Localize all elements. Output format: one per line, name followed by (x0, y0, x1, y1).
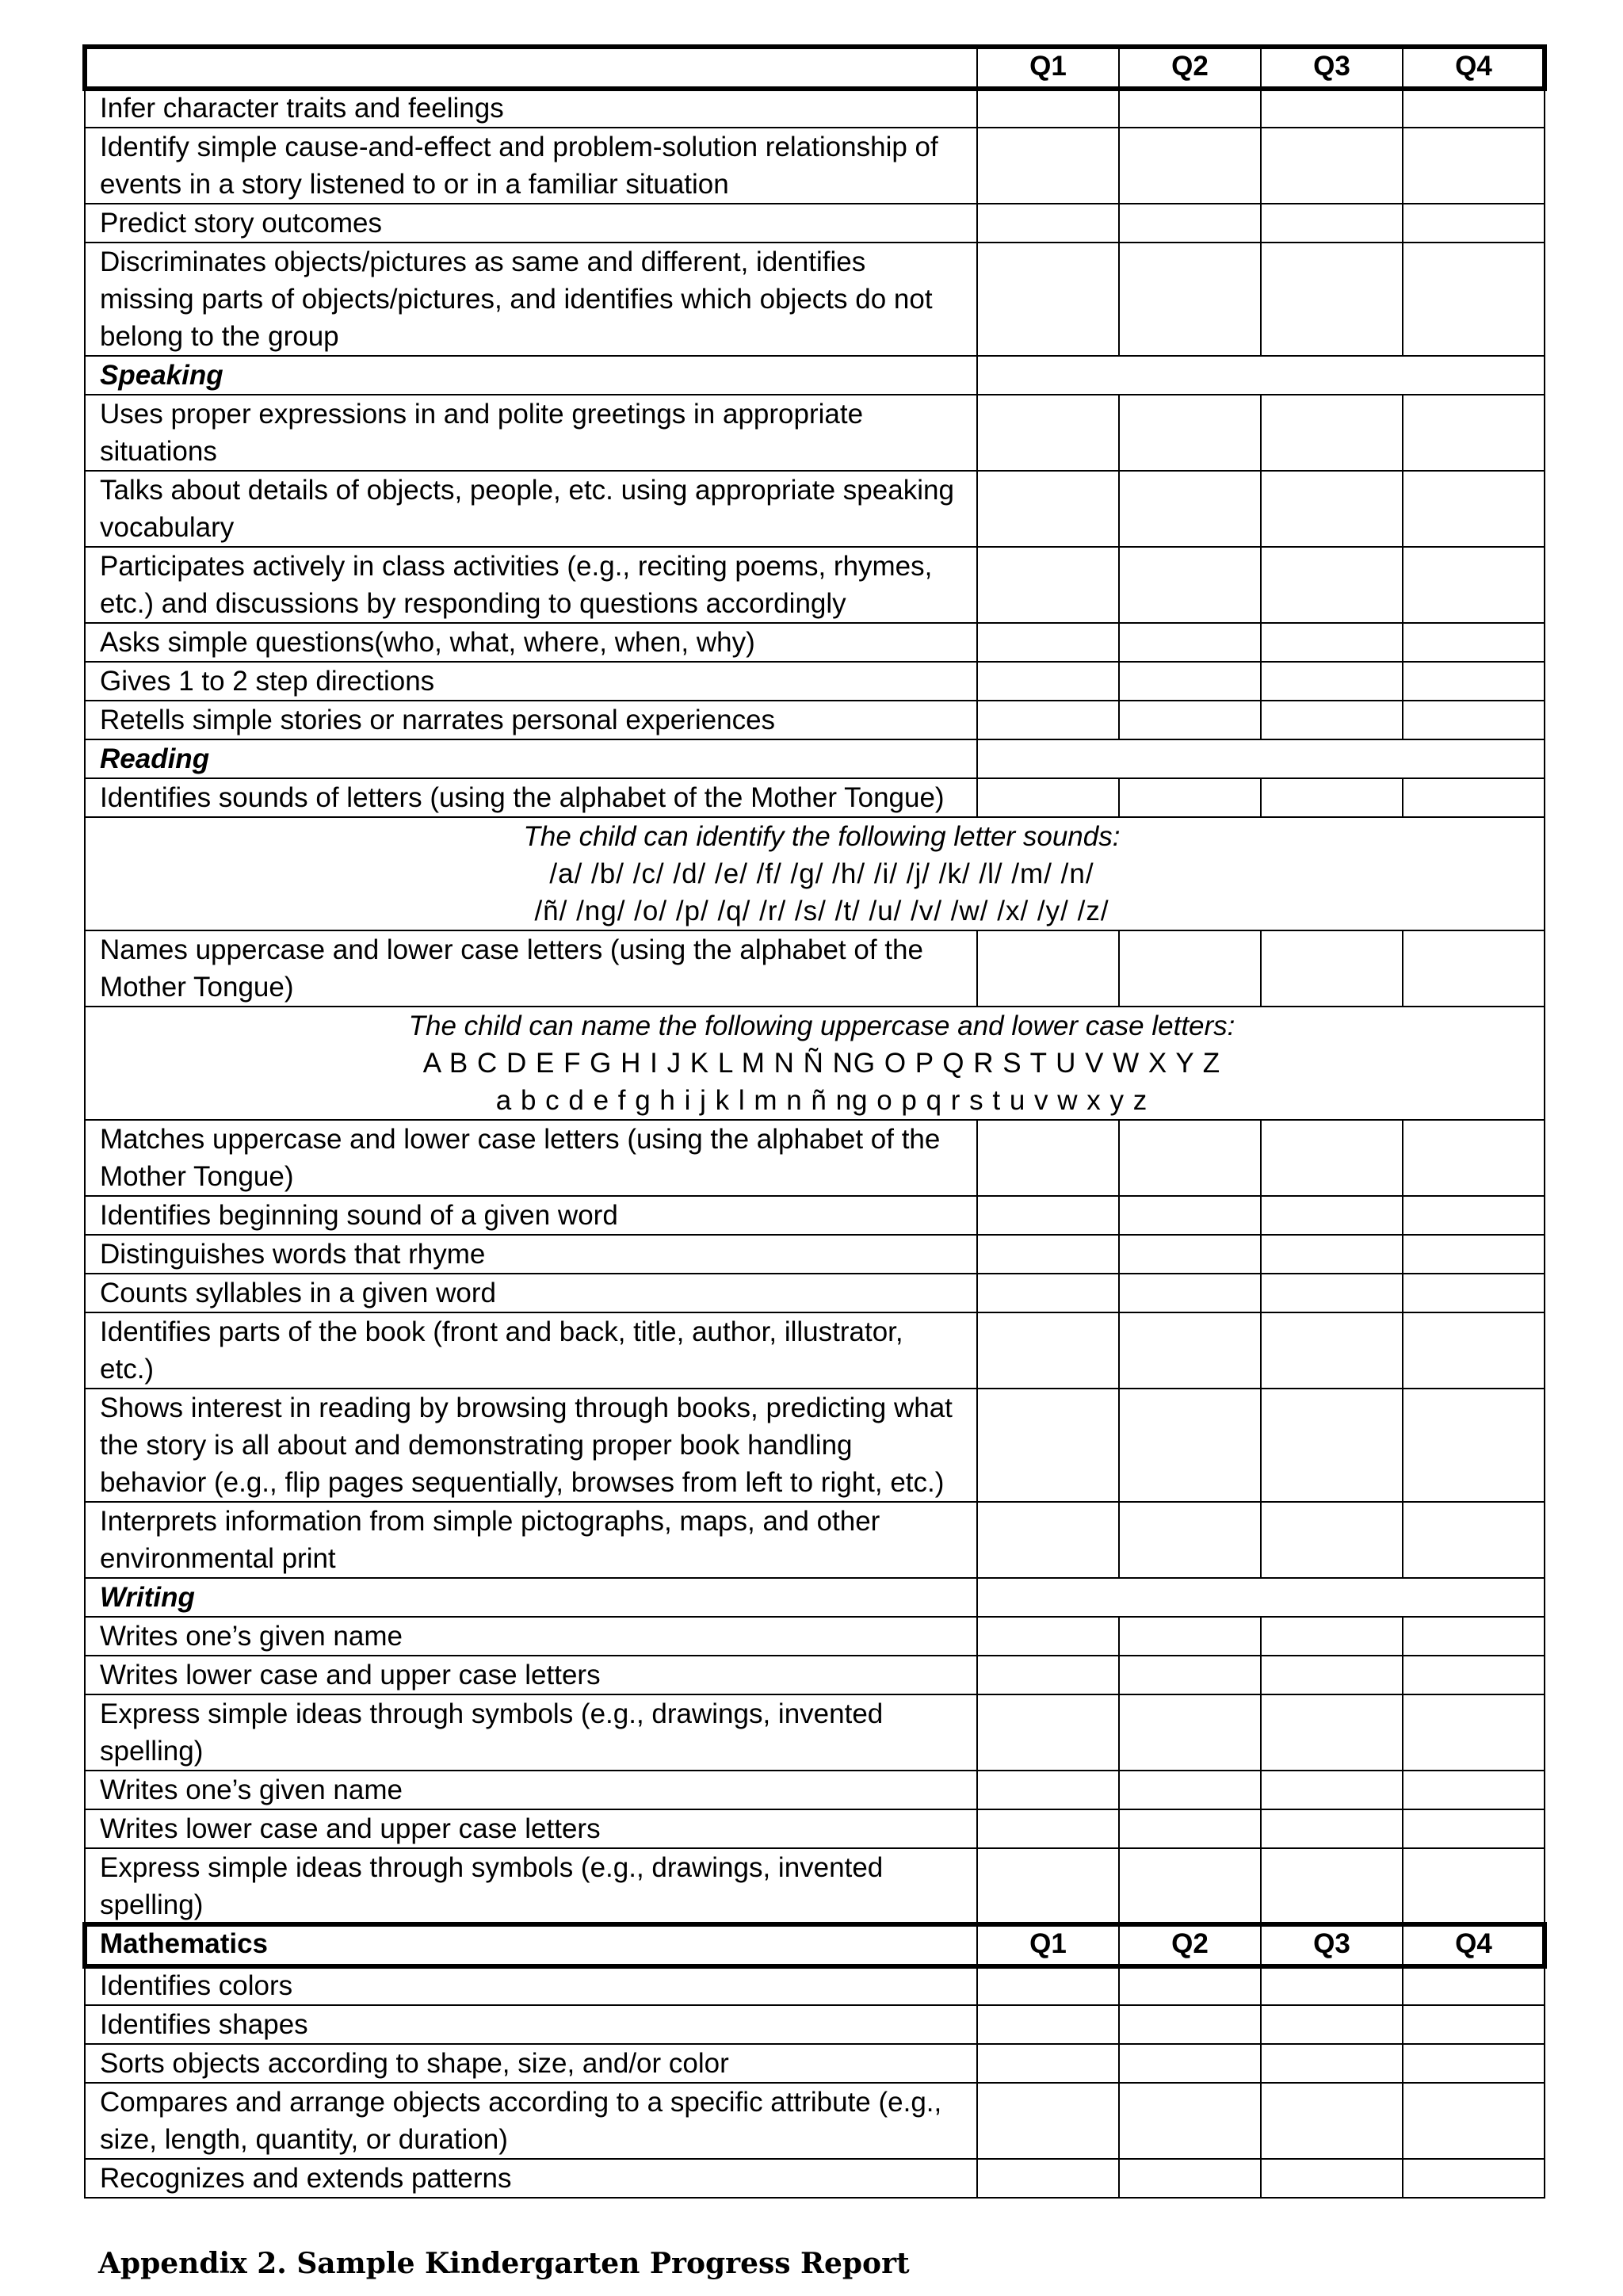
grade-cell-q4[interactable] (1403, 1809, 1545, 1848)
table-row (85, 204, 1545, 243)
row-text-line: Identifies colors (100, 1970, 293, 2001)
grade-cell-q2[interactable] (1119, 2005, 1261, 2044)
grade-cell-q2[interactable] (1119, 395, 1261, 471)
grade-cell-q3[interactable] (1261, 204, 1403, 243)
row-text-line: Predict story outcomes (100, 208, 382, 239)
grade-cell-q1[interactable] (977, 1656, 1119, 1694)
letter-list-line: /a/ /b/ /c/ /d/ /e/ /f/ /g/ /h/ /i/ /j/ /k/ /l/ /m/ /n/ (549, 858, 1094, 889)
section-heading-row (85, 356, 1545, 395)
grade-cell-q1[interactable] (977, 204, 1119, 243)
row-text-line: spelling) (100, 1889, 204, 1920)
row-text-line: Mathematics (100, 1928, 269, 1959)
letter-list-title: The child can name the following uppercase and lower case letters: (408, 1010, 1235, 1041)
letter-list-line: A B C D E F G H I J K L M N Ñ NG O P Q R S T U V W X Y Z (422, 1048, 1221, 1079)
grade-cell-q3[interactable] (1261, 1617, 1403, 1656)
row-text-line: Mother Tongue) (100, 1161, 294, 1192)
progress-report-table (84, 46, 1545, 2199)
row-text-line: Talks about details of objects, people, etc. using appropriate speaking (100, 475, 954, 506)
grade-cell-q4[interactable] (1403, 2083, 1545, 2159)
grade-cell-q4[interactable] (1403, 128, 1545, 204)
table-row (85, 2159, 1545, 2198)
grade-cell-q3[interactable] (1261, 2044, 1403, 2083)
table-row (85, 1312, 1545, 1389)
grade-cell-q1[interactable] (977, 1120, 1119, 1196)
row-text-line: Retells simple stories or narrates personal experiences (100, 705, 776, 735)
grade-cell-q3[interactable] (1261, 662, 1403, 701)
grade-cell-q2[interactable] (1119, 547, 1261, 623)
row-text-line: Uses proper expressions in and polite greetings in appropriate (100, 399, 864, 430)
grade-cell-q1[interactable] (977, 930, 1119, 1007)
table-row (85, 1656, 1545, 1694)
grade-cell-q2[interactable] (1119, 1389, 1261, 1502)
grade-cell-q2[interactable] (1119, 1771, 1261, 1809)
row-text-line: situations (100, 436, 217, 467)
letter-list-title: The child can identify the following letter sounds: (523, 821, 1121, 852)
competency-description (85, 1694, 977, 1771)
competency-description (85, 2159, 977, 2198)
grade-cell-q4[interactable] (1403, 547, 1545, 623)
grade-cell-q1[interactable] (977, 1848, 1119, 1924)
table-row (85, 1694, 1545, 1771)
grade-cell-q4[interactable] (1403, 701, 1545, 739)
grade-cell-q1[interactable] (977, 89, 1119, 128)
grade-cell-q3[interactable] (1261, 1120, 1403, 1196)
grade-cell-q3[interactable] (1261, 1389, 1403, 1502)
grade-cell-q3[interactable] (1261, 2083, 1403, 2159)
grade-cell-q3[interactable] (1261, 701, 1403, 739)
grade-cell-q3[interactable] (1261, 1502, 1403, 1578)
row-text-line: Writes one’s given name (100, 1775, 403, 1805)
row-text-line: size, length, quantity, or duration) (100, 2124, 508, 2155)
competency-description (85, 2005, 977, 2044)
table-row (85, 1196, 1545, 1235)
section-blank-cell (977, 1578, 1545, 1617)
row-text-line: Writes lower case and upper case letters (100, 1660, 601, 1690)
appendix-caption: Appendix 2. Sample Kindergarten Progress Report (98, 2247, 910, 2280)
grade-cell-q1[interactable] (977, 2005, 1119, 2044)
subject-header-row (85, 1924, 1545, 1966)
row-text-line: Distinguishes words that rhyme (100, 1239, 486, 1270)
row-text-line: Speaking (100, 360, 223, 391)
table-row (85, 547, 1545, 623)
grade-cell-q3[interactable] (1261, 930, 1403, 1007)
grade-cell-q3[interactable] (1261, 1235, 1403, 1274)
competency-description (85, 471, 977, 547)
grade-cell-q1[interactable] (977, 243, 1119, 356)
grade-cell-q1[interactable] (977, 128, 1119, 204)
grade-cell-q4[interactable] (1403, 1274, 1545, 1312)
section-heading-row (85, 739, 1545, 778)
grade-cell-q2[interactable] (1119, 1694, 1261, 1771)
grade-cell-q4[interactable] (1403, 1196, 1545, 1235)
grade-cell-q4[interactable] (1403, 1694, 1545, 1771)
grade-cell-q2[interactable] (1119, 662, 1261, 701)
grade-cell-q4[interactable] (1403, 1235, 1545, 1274)
section-blank-cell (977, 356, 1545, 395)
grade-cell-q3[interactable] (1261, 547, 1403, 623)
row-text-line: Identify simple cause-and-effect and problem-solution relationship of (100, 132, 938, 162)
grade-cell-q4[interactable] (1403, 1966, 1545, 2005)
competency-description (85, 1809, 977, 1848)
row-text-line: Identifies parts of the book (front and back, title, author, illustrator, (100, 1316, 903, 1347)
grade-cell-q3[interactable] (1261, 1694, 1403, 1771)
section-heading (85, 1578, 977, 1617)
row-text-line: environmental print (100, 1543, 336, 1574)
competency-description (85, 395, 977, 471)
competency-description (85, 204, 977, 243)
grade-cell-q2[interactable] (1119, 2083, 1261, 2159)
table-row (85, 89, 1545, 128)
row-text-line: Writes lower case and upper case letters (100, 1813, 601, 1844)
grade-cell-q1[interactable] (977, 1617, 1119, 1656)
subject-header-title (85, 1924, 977, 1966)
table-row (85, 701, 1545, 739)
table-row (85, 662, 1545, 701)
grade-cell-q3[interactable] (1261, 778, 1403, 817)
competency-description (85, 547, 977, 623)
table-row (85, 2044, 1545, 2083)
grade-cell-q3[interactable] (1261, 1312, 1403, 1389)
grade-cell-q1[interactable] (977, 2044, 1119, 2083)
competency-description (85, 2044, 977, 2083)
grade-cell-q4[interactable] (1403, 1617, 1545, 1656)
grade-cell-q1[interactable] (977, 1966, 1119, 2005)
competency-description (85, 2083, 977, 2159)
competency-description (85, 1656, 977, 1694)
grade-cell-q1[interactable] (977, 662, 1119, 701)
grade-cell-q4[interactable] (1403, 89, 1545, 128)
grade-cell-q1[interactable] (977, 1809, 1119, 1848)
row-text-line: Identifies shapes (100, 2009, 308, 2040)
grade-cell-q1[interactable] (977, 395, 1119, 471)
grade-cell-q4[interactable] (1403, 1312, 1545, 1389)
row-text-line: etc.) (100, 1354, 155, 1385)
grade-cell-q3[interactable] (1261, 395, 1403, 471)
grade-cell-q3[interactable] (1261, 2005, 1403, 2044)
competency-description (85, 1502, 977, 1578)
competency-description (85, 701, 977, 739)
letter-list-line: /ñ/ /ng/ /o/ /p/ /q/ /r/ /s/ /t/ /u/ /v/ /w/ /x/ /y/ /z/ (534, 896, 1109, 926)
table-row (85, 1235, 1545, 1274)
row-text-line: spelling) (100, 1736, 204, 1767)
grade-cell-q1[interactable] (977, 1312, 1119, 1389)
grade-cell-q4[interactable] (1403, 2005, 1545, 2044)
grade-cell-q2[interactable] (1119, 204, 1261, 243)
table-row (85, 2083, 1545, 2159)
row-text-line: Sorts objects according to shape, size, and/or color (100, 2048, 729, 2079)
row-text-line: the story is all about and demonstrating proper book handling (100, 1430, 853, 1461)
grade-cell-q2[interactable] (1119, 1656, 1261, 1694)
letter-list-row (85, 1007, 1545, 1120)
competency-description (85, 1771, 977, 1809)
row-text-line: Recognizes and extends patterns (100, 2163, 512, 2194)
row-text-line: Reading (100, 743, 210, 774)
grade-cell-q2[interactable] (1119, 930, 1261, 1007)
grade-cell-q1[interactable] (977, 1196, 1119, 1235)
grade-cell-q3[interactable] (1261, 1848, 1403, 1924)
competency-description (85, 89, 977, 128)
row-text-line: Mother Tongue) (100, 972, 294, 1003)
row-text-line: Express simple ideas through symbols (e.g., drawings, invented (100, 1698, 884, 1729)
header-q4: Q4 (1403, 47, 1545, 89)
grade-cell-q4[interactable] (1403, 1848, 1545, 1924)
header-q2: Q2 (1119, 47, 1261, 89)
table-row (85, 778, 1545, 817)
grade-cell-q3[interactable] (1261, 2159, 1403, 2198)
competency-description (85, 1389, 977, 1502)
grade-cell-q2[interactable] (1119, 89, 1261, 128)
row-text-line: missing parts of objects/pictures, and identifies which objects do not (100, 284, 933, 315)
table-row (85, 1617, 1545, 1656)
row-text-line: Shows interest in reading by browsing through books, predicting what (100, 1392, 953, 1423)
row-text-line: Names uppercase and lower case letters (using the alphabet of the (100, 934, 923, 965)
grade-cell-q3[interactable] (1261, 471, 1403, 547)
competency-description (85, 1617, 977, 1656)
competency-description (85, 1966, 977, 2005)
grade-cell-q2[interactable] (1119, 778, 1261, 817)
grade-cell-q2[interactable] (1119, 1274, 1261, 1312)
row-text-line: Writes one’s given name (100, 1621, 403, 1652)
grade-cell-q1[interactable] (977, 2159, 1119, 2198)
competency-description (85, 1312, 977, 1389)
grade-cell-q4[interactable] (1403, 471, 1545, 547)
row-text-line: etc.) and discussions by responding to questions accordingly (100, 588, 846, 619)
grade-cell-q1[interactable] (977, 778, 1119, 817)
grade-cell-q4[interactable] (1403, 243, 1545, 356)
table-row (85, 243, 1545, 356)
letter-list-line: a b c d e f g h i j k l m n ñ ng o p q r s t u v w x y z (495, 1085, 1148, 1116)
table-row (85, 128, 1545, 204)
grade-cell-q1[interactable] (977, 701, 1119, 739)
row-text-line: Discriminates objects/pictures as same and different, identifies (100, 246, 866, 277)
grade-cell-q3[interactable] (1261, 1274, 1403, 1312)
row-text-line: vocabulary (100, 512, 235, 543)
grade-cell-q2[interactable] (1119, 623, 1261, 662)
grade-cell-q3[interactable] (1261, 1809, 1403, 1848)
grade-cell-q4[interactable] (1403, 1502, 1545, 1578)
table-row (85, 1848, 1545, 1924)
row-text-line: Identifies sounds of letters (using the alphabet of the Mother Tongue) (100, 782, 945, 813)
grade-cell-q1[interactable] (977, 1235, 1119, 1274)
grade-cell-q3[interactable] (1261, 1196, 1403, 1235)
grade-cell-q1[interactable] (977, 1502, 1119, 1578)
section-heading-row (85, 1578, 1545, 1617)
grade-cell-q2[interactable] (1119, 1617, 1261, 1656)
letter-list-cell (85, 1007, 1545, 1120)
table-row (85, 1809, 1545, 1848)
row-text-line: events in a story listened to or in a familiar situation (100, 169, 729, 200)
grade-cell-q2[interactable] (1119, 1848, 1261, 1924)
grade-cell-q1[interactable] (977, 1771, 1119, 1809)
grade-cell-q1[interactable] (977, 623, 1119, 662)
row-text-line: Counts syllables in a given word (100, 1278, 496, 1308)
table-row (85, 1274, 1545, 1312)
table-row (85, 1502, 1545, 1578)
grade-cell-q3[interactable] (1261, 89, 1403, 128)
competency-description (85, 930, 977, 1007)
grade-cell-q1[interactable] (977, 1274, 1119, 1312)
grade-cell-q4[interactable] (1403, 395, 1545, 471)
header-q2: Q2 (1119, 1924, 1261, 1966)
competency-description (85, 1848, 977, 1924)
table-row (85, 1966, 1545, 2005)
table-row (85, 1120, 1545, 1196)
grade-cell-q2[interactable] (1119, 2159, 1261, 2198)
grade-cell-q4[interactable] (1403, 1120, 1545, 1196)
competency-description (85, 778, 977, 817)
grade-cell-q1[interactable] (977, 1389, 1119, 1502)
grade-cell-q4[interactable] (1403, 662, 1545, 701)
grade-cell-q2[interactable] (1119, 1312, 1261, 1389)
table-row (85, 930, 1545, 1007)
grade-cell-q2[interactable] (1119, 471, 1261, 547)
grade-cell-q1[interactable] (977, 1694, 1119, 1771)
competency-description (85, 1274, 977, 1312)
grade-cell-q1[interactable] (977, 2083, 1119, 2159)
grade-cell-q2[interactable] (1119, 128, 1261, 204)
row-text-line: Writing (100, 1582, 195, 1613)
row-text-line: behavior (e.g., flip pages sequentially, browses from left to right, etc.) (100, 1467, 945, 1498)
grade-cell-q4[interactable] (1403, 930, 1545, 1007)
section-heading (85, 356, 977, 395)
row-text-line: Identifies beginning sound of a given word (100, 1200, 618, 1231)
competency-description (85, 623, 977, 662)
table-header-row (85, 47, 1545, 89)
grade-cell-q4[interactable] (1403, 1656, 1545, 1694)
grade-cell-q2[interactable] (1119, 701, 1261, 739)
grade-cell-q2[interactable] (1119, 1809, 1261, 1848)
table-row (85, 1771, 1545, 1809)
grade-cell-q3[interactable] (1261, 1966, 1403, 2005)
grade-cell-q3[interactable] (1261, 623, 1403, 662)
table-row (85, 471, 1545, 547)
grade-cell-q3[interactable] (1261, 243, 1403, 356)
competency-description (85, 1196, 977, 1235)
grade-cell-q4[interactable] (1403, 1771, 1545, 1809)
competency-description (85, 128, 977, 204)
row-text-line: Participates actively in class activities (e.g., reciting poems, rhymes, (100, 551, 933, 582)
header-q3: Q3 (1261, 1924, 1403, 1966)
grade-cell-q2[interactable] (1119, 2044, 1261, 2083)
row-text-line: Interprets information from simple pictographs, maps, and other (100, 1506, 880, 1537)
grade-cell-q1[interactable] (977, 547, 1119, 623)
table-row (85, 623, 1545, 662)
row-text-line: Matches uppercase and lower case letters (using the alphabet of the (100, 1124, 941, 1155)
competency-description (85, 243, 977, 356)
header-blank-cell (85, 47, 977, 89)
letter-list-cell (85, 817, 1545, 930)
grade-cell-q3[interactable] (1261, 1771, 1403, 1809)
grade-cell-q4[interactable] (1403, 204, 1545, 243)
grade-cell-q2[interactable] (1119, 1120, 1261, 1196)
header-q1: Q1 (977, 1924, 1119, 1966)
header-q3: Q3 (1261, 47, 1403, 89)
grade-cell-q4[interactable] (1403, 623, 1545, 662)
header-q4: Q4 (1403, 1924, 1545, 1966)
table-row (85, 1389, 1545, 1502)
grade-cell-q4[interactable] (1403, 1389, 1545, 1502)
row-text-line: Asks simple questions(who, what, where, when, why) (100, 627, 755, 658)
grade-cell-q2[interactable] (1119, 1966, 1261, 2005)
row-text-line: Express simple ideas through symbols (e.g., drawings, invented (100, 1852, 884, 1883)
competency-description (85, 662, 977, 701)
grade-cell-q3[interactable] (1261, 128, 1403, 204)
table-row (85, 2005, 1545, 2044)
section-blank-cell (977, 739, 1545, 778)
grade-cell-q3[interactable] (1261, 1656, 1403, 1694)
grade-cell-q2[interactable] (1119, 1502, 1261, 1578)
section-heading (85, 739, 977, 778)
competency-description (85, 1120, 977, 1196)
grade-cell-q2[interactable] (1119, 243, 1261, 356)
row-text-line: Gives 1 to 2 step directions (100, 666, 435, 697)
letter-list-row (85, 817, 1545, 930)
row-text-line: belong to the group (100, 321, 339, 352)
table-row (85, 395, 1545, 471)
row-text-line: Compares and arrange objects according to a specific attribute (e.g., (100, 2087, 942, 2118)
grade-cell-q1[interactable] (977, 471, 1119, 547)
grade-cell-q2[interactable] (1119, 1196, 1261, 1235)
grade-cell-q2[interactable] (1119, 1235, 1261, 1274)
grade-cell-q4[interactable] (1403, 2159, 1545, 2198)
grade-cell-q4[interactable] (1403, 778, 1545, 817)
progress-report-body (85, 47, 1545, 2198)
grade-cell-q4[interactable] (1403, 2044, 1545, 2083)
header-q1: Q1 (977, 47, 1119, 89)
competency-description (85, 1235, 977, 1274)
row-text-line: Infer character traits and feelings (100, 93, 504, 124)
